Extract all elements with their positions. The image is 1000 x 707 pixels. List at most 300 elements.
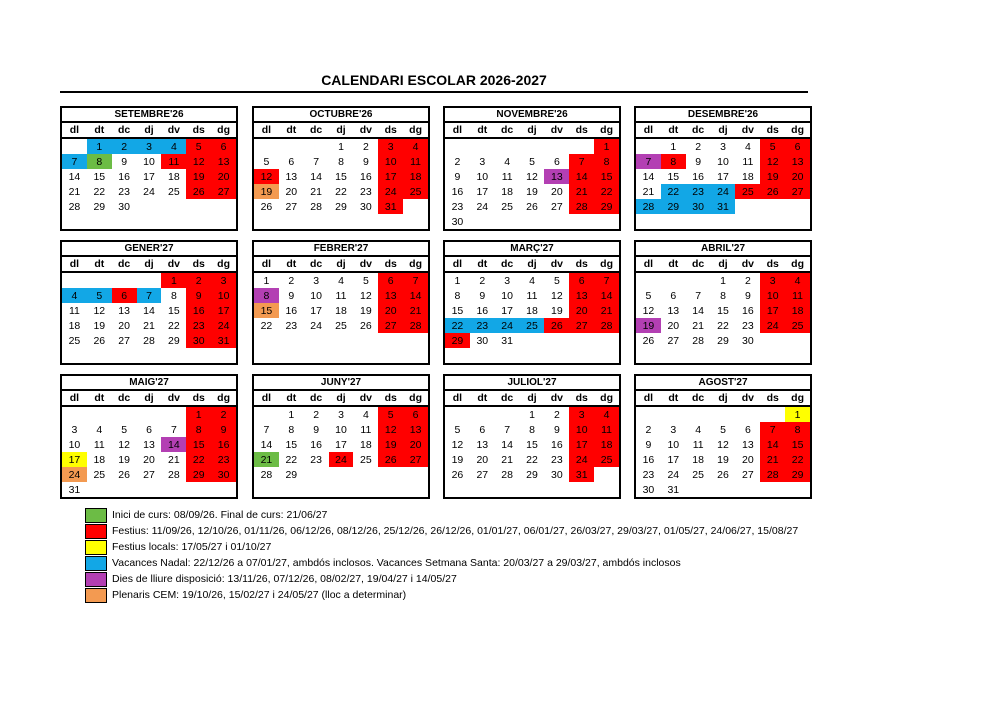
day-cell: 6 — [569, 272, 594, 288]
day-cell: 3 — [137, 138, 162, 154]
day-cell: 24 — [569, 452, 594, 467]
legend-text: Festius locals: 17/05/27 i 01/10/27 — [112, 541, 272, 553]
day-cell: 17 — [717, 170, 729, 183]
day-cell: 7 — [137, 288, 162, 303]
empty-cell — [254, 333, 279, 348]
day-cell: 4 — [529, 274, 535, 287]
day-cell: 16 — [118, 170, 130, 183]
day-cell: 27 — [378, 318, 403, 333]
weekday-label: ds — [760, 123, 785, 138]
weekday-label: dj — [137, 123, 162, 138]
empty-cell — [569, 138, 594, 154]
month-table — [636, 257, 810, 363]
day-cell: 30 — [642, 483, 655, 496]
day-cell: 28 — [594, 318, 619, 333]
day-cell: 22 — [260, 319, 273, 332]
day-cell: 10 — [717, 155, 729, 168]
week-row — [636, 272, 810, 288]
day-cell: 4 — [62, 288, 87, 303]
weekday-label: dc — [112, 391, 137, 406]
month-name: GENER'27 — [62, 242, 236, 257]
day-cell: 26 — [360, 319, 372, 332]
day-cell: 26 — [451, 468, 464, 481]
month-block — [443, 374, 621, 499]
day-cell: 21 — [760, 452, 785, 467]
week-row — [254, 303, 428, 318]
day-cell: 17 — [62, 452, 87, 467]
day-cell: 8 — [594, 154, 619, 169]
day-cell: 10 — [310, 289, 322, 302]
weekday-label: dt — [279, 391, 304, 406]
day-cell: 16 — [285, 304, 298, 317]
weekday-label: dv — [353, 391, 378, 406]
day-cell: 8 — [529, 423, 535, 436]
day-cell: 21 — [642, 185, 655, 198]
day-cell: 4 — [403, 138, 428, 154]
day-cell: 20 — [551, 185, 563, 198]
day-cell: 10 — [569, 422, 594, 437]
day-cell: 16 — [451, 185, 464, 198]
day-cell: 29 — [594, 199, 619, 214]
weekday-label: dj — [137, 257, 162, 272]
day-cell: 1 — [87, 138, 112, 154]
day-cell: 14 — [501, 438, 513, 451]
empty-cell — [304, 333, 329, 348]
empty-cell — [470, 482, 495, 497]
day-cell: 11 — [785, 288, 810, 303]
day-cell: 14 — [594, 288, 619, 303]
week-row — [62, 318, 236, 333]
day-cell: 5 — [553, 274, 560, 287]
day-cell: 24 — [711, 184, 736, 199]
week-row — [62, 482, 236, 497]
day-cell: 4 — [785, 272, 810, 288]
day-cell: 28 — [501, 468, 513, 481]
empty-cell — [161, 214, 186, 229]
week-row — [445, 482, 619, 497]
day-cell: 22 — [168, 319, 180, 332]
day-cell: 6 — [744, 423, 751, 436]
week-row — [636, 184, 810, 199]
day-cell: 22 — [335, 185, 347, 198]
day-cell: 21 — [68, 185, 81, 198]
day-cell: 22 — [285, 453, 298, 466]
day-cell: 19 — [760, 169, 785, 184]
day-cell: 2 — [479, 274, 486, 287]
day-cell: 7 — [62, 154, 87, 169]
empty-cell — [760, 482, 785, 497]
weekday-label: dt — [87, 391, 112, 406]
weekday-label: dg — [403, 257, 428, 272]
month-name: JULIOL'27 — [445, 376, 619, 391]
day-cell: 28 — [760, 467, 785, 482]
empty-cell — [254, 348, 279, 363]
day-cell: 6 — [785, 138, 810, 154]
empty-cell — [353, 348, 378, 363]
day-cell: 30 — [451, 215, 464, 228]
day-cell: 6 — [112, 288, 137, 303]
day-cell: 26 — [642, 334, 655, 347]
day-cell: 4 — [695, 423, 702, 436]
day-cell: 11 — [742, 155, 754, 168]
week-row — [636, 288, 810, 303]
day-cell: 22 — [526, 453, 538, 466]
week-row — [254, 467, 428, 482]
weekday-label: dv — [353, 123, 378, 138]
day-cell: 20 — [403, 437, 428, 452]
week-row — [636, 348, 810, 363]
legend-swatch — [85, 540, 107, 555]
weekday-label: dj — [329, 257, 354, 272]
weekday-label: dv — [161, 123, 186, 138]
day-cell: 5 — [645, 289, 652, 302]
empty-cell — [329, 482, 354, 497]
weekday-label: dj — [520, 391, 545, 406]
weekday-label: ds — [569, 123, 594, 138]
empty-cell — [686, 272, 711, 288]
day-cell: 24 — [760, 318, 785, 333]
day-cell: 20 — [785, 169, 810, 184]
empty-cell — [520, 482, 545, 497]
empty-cell — [544, 348, 569, 363]
day-cell: 7 — [403, 272, 428, 288]
day-cell: 23 — [451, 200, 464, 213]
empty-cell — [661, 272, 686, 288]
day-cell: 28 — [569, 199, 594, 214]
day-cell: 3 — [760, 272, 785, 288]
legend-item — [85, 523, 798, 539]
day-cell: 2 — [454, 155, 461, 168]
empty-cell — [544, 138, 569, 154]
week-row — [62, 154, 236, 169]
day-cell: 30 — [686, 199, 711, 214]
empty-cell — [112, 272, 137, 288]
week-row — [445, 452, 619, 467]
empty-cell — [353, 482, 378, 497]
weekday-label: dj — [711, 123, 736, 138]
day-cell: 13 — [476, 438, 489, 451]
day-cell: 24 — [143, 185, 155, 198]
day-cell: 3 — [720, 140, 726, 153]
day-cell: 14 — [161, 437, 186, 452]
weekday-label: dt — [87, 257, 112, 272]
day-cell: 8 — [454, 289, 461, 302]
weekday-label: dg — [594, 257, 619, 272]
empty-cell — [735, 406, 760, 422]
weekday-label: dj — [520, 257, 545, 272]
day-cell: 17 — [476, 185, 489, 198]
week-row — [254, 482, 428, 497]
day-cell: 22 — [594, 184, 619, 199]
weekday-header — [445, 257, 619, 272]
day-cell: 12 — [93, 304, 106, 317]
weekday-header — [636, 123, 810, 138]
day-cell: 12 — [186, 154, 211, 169]
day-cell: 20 — [143, 453, 155, 466]
day-cell: 21 — [692, 319, 704, 332]
day-cell: 8 — [254, 288, 279, 303]
week-row — [636, 437, 810, 452]
weekday-label: dl — [445, 257, 470, 272]
day-cell: 6 — [146, 423, 152, 436]
day-cell: 6 — [553, 155, 560, 168]
week-row — [445, 169, 619, 184]
day-cell: 31 — [501, 334, 513, 347]
weekday-label: dv — [735, 123, 760, 138]
day-cell: 9 — [121, 155, 128, 168]
empty-cell — [62, 272, 87, 288]
day-cell: 27 — [551, 200, 563, 213]
day-cell: 21 — [403, 303, 428, 318]
day-cell: 21 — [168, 453, 180, 466]
legend-swatch — [85, 588, 107, 603]
day-cell: 4 — [161, 138, 186, 154]
day-cell: 13 — [378, 288, 403, 303]
day-cell: 6 — [403, 406, 428, 422]
weekday-label: dj — [711, 391, 736, 406]
day-cell: 26 — [186, 184, 211, 199]
day-cell: 8 — [87, 154, 112, 169]
day-cell: 6 — [378, 272, 403, 288]
week-row — [636, 154, 810, 169]
weekday-label: dl — [254, 391, 279, 406]
month-block — [252, 240, 430, 365]
day-cell: 30 — [551, 468, 563, 481]
empty-cell — [661, 214, 686, 229]
day-cell: 20 — [476, 453, 489, 466]
weekday-header — [62, 391, 236, 406]
weekday-header — [62, 123, 236, 138]
empty-cell — [636, 348, 661, 363]
empty-cell — [544, 214, 569, 229]
day-cell: 25 — [501, 200, 513, 213]
weekday-label: dt — [279, 123, 304, 138]
empty-cell — [735, 482, 760, 497]
week-row — [254, 422, 428, 437]
day-cell: 6 — [288, 155, 295, 168]
week-row — [445, 333, 619, 348]
empty-cell — [760, 406, 785, 422]
weekday-label: dj — [329, 391, 354, 406]
day-cell: 12 — [551, 289, 563, 302]
day-cell: 5 — [87, 288, 112, 303]
day-cell: 25 — [403, 184, 428, 199]
empty-cell — [161, 406, 186, 422]
day-cell: 27 — [785, 184, 810, 199]
day-cell: 15 — [667, 170, 680, 183]
day-cell: 14 — [569, 169, 594, 184]
day-cell: 19 — [526, 185, 538, 198]
day-cell: 3 — [338, 408, 344, 421]
day-cell: 24 — [378, 184, 403, 199]
empty-cell — [760, 333, 785, 348]
week-row — [62, 303, 236, 318]
day-cell: 19 — [93, 319, 106, 332]
day-cell: 7 — [263, 423, 270, 436]
week-row — [62, 348, 236, 363]
week-row — [254, 154, 428, 169]
empty-cell — [470, 214, 495, 229]
day-cell: 26 — [526, 200, 538, 213]
week-row — [254, 169, 428, 184]
day-cell: 4 — [362, 408, 369, 421]
day-cell: 24 — [667, 468, 680, 481]
empty-cell — [161, 348, 186, 363]
day-cell: 29 — [186, 467, 211, 482]
month-block — [634, 374, 812, 499]
day-cell: 24 — [495, 318, 520, 333]
day-cell: 30 — [742, 334, 754, 347]
weekday-label: dl — [62, 257, 87, 272]
day-cell: 10 — [476, 170, 489, 183]
empty-cell — [785, 348, 810, 363]
weekday-label: dc — [112, 123, 137, 138]
week-row — [445, 288, 619, 303]
day-cell: 25 — [692, 468, 704, 481]
weekday-label: dc — [686, 257, 711, 272]
empty-cell — [760, 214, 785, 229]
empty-cell — [495, 138, 520, 154]
day-cell: 18 — [360, 438, 372, 451]
empty-cell — [711, 348, 736, 363]
day-cell: 23 — [686, 184, 711, 199]
day-cell: 10 — [335, 423, 347, 436]
empty-cell — [378, 467, 403, 482]
day-cell: 18 — [742, 170, 754, 183]
day-cell: 10 — [760, 288, 785, 303]
day-cell: 26 — [93, 334, 106, 347]
weekday-label: dv — [161, 257, 186, 272]
day-cell: 29 — [335, 200, 347, 213]
day-cell: 11 — [161, 154, 186, 169]
month-block — [60, 240, 238, 365]
day-cell: 21 — [143, 319, 155, 332]
weekday-header — [636, 391, 810, 406]
day-cell: 15 — [451, 304, 464, 317]
empty-cell — [686, 348, 711, 363]
day-cell: 13 — [118, 304, 130, 317]
legend-item — [85, 587, 798, 603]
day-cell: 8 — [170, 289, 177, 302]
empty-cell — [403, 333, 428, 348]
day-cell: 27 — [742, 468, 754, 481]
day-cell: 18 — [168, 170, 180, 183]
day-cell: 14 — [760, 437, 785, 452]
month-table — [445, 123, 619, 229]
weekday-label: dg — [785, 123, 810, 138]
day-cell: 22 — [186, 452, 211, 467]
day-cell: 20 — [742, 453, 754, 466]
day-cell: 7 — [594, 272, 619, 288]
month-block — [252, 106, 430, 231]
weekday-label: dt — [470, 123, 495, 138]
day-cell: 19 — [636, 318, 661, 333]
day-cell: 23 — [642, 468, 655, 481]
week-row — [62, 422, 236, 437]
day-cell: 3 — [378, 138, 403, 154]
legend-item — [85, 507, 798, 523]
empty-cell — [304, 214, 329, 229]
month-name: OCTUBRE'26 — [254, 108, 428, 123]
empty-cell — [279, 482, 304, 497]
day-cell: 17 — [211, 303, 236, 318]
day-cell: 18 — [68, 319, 81, 332]
day-cell: 12 — [526, 170, 538, 183]
empty-cell — [711, 214, 736, 229]
empty-cell — [62, 138, 87, 154]
weekday-label: dl — [62, 391, 87, 406]
day-cell: 9 — [645, 438, 652, 451]
empty-cell — [569, 348, 594, 363]
day-cell: 28 — [310, 200, 322, 213]
day-cell: 3 — [670, 423, 677, 436]
month-table — [254, 123, 428, 229]
week-row — [62, 272, 236, 288]
day-cell: 29 — [285, 468, 298, 481]
day-cell: 14 — [403, 288, 428, 303]
day-cell: 30 — [118, 200, 130, 213]
day-cell: 16 — [476, 304, 489, 317]
weekday-label: dv — [161, 391, 186, 406]
day-cell: 18 — [526, 304, 538, 317]
weekday-label: dl — [62, 123, 87, 138]
week-row — [254, 288, 428, 303]
empty-cell — [279, 138, 304, 154]
day-cell: 11 — [501, 170, 513, 183]
day-cell: 5 — [529, 155, 535, 168]
weekday-label: dc — [495, 257, 520, 272]
empty-cell — [403, 467, 428, 482]
weekday-label: ds — [186, 391, 211, 406]
day-cell: 12 — [254, 169, 279, 184]
week-row — [254, 333, 428, 348]
day-cell: 1 — [594, 138, 619, 154]
empty-cell — [569, 333, 594, 348]
weekday-label: dv — [353, 257, 378, 272]
day-cell: 8 — [338, 155, 344, 168]
calendar-title: CALENDARI ESCOLAR 2026-2027 — [321, 72, 547, 88]
empty-cell — [137, 272, 162, 288]
month-block — [443, 240, 621, 365]
empty-cell — [378, 214, 403, 229]
empty-cell — [686, 214, 711, 229]
day-cell: 10 — [501, 289, 513, 302]
empty-cell — [87, 272, 112, 288]
day-cell: 25 — [520, 318, 545, 333]
empty-cell — [445, 482, 470, 497]
day-cell: 24 — [62, 467, 87, 482]
legend-text: Plenaris CEM: 19/10/26, 15/02/27 i 24/05/27 (lloc a determinar) — [112, 589, 407, 601]
day-cell: 5 — [263, 155, 270, 168]
day-cell: 1 — [529, 408, 535, 421]
week-row — [254, 437, 428, 452]
empty-cell — [470, 348, 495, 363]
weekday-label: dg — [211, 391, 236, 406]
title-underline — [60, 91, 808, 93]
day-cell: 15 — [186, 437, 211, 452]
day-cell: 1 — [161, 272, 186, 288]
day-cell: 4 — [744, 140, 751, 153]
weekday-label: dl — [445, 391, 470, 406]
month-table — [62, 123, 236, 229]
empty-cell — [211, 482, 236, 497]
legend-swatch — [85, 524, 107, 539]
day-cell: 30 — [360, 200, 372, 213]
empty-cell — [760, 348, 785, 363]
empty-cell — [594, 214, 619, 229]
day-cell: 23 — [360, 185, 372, 198]
week-row — [254, 199, 428, 214]
